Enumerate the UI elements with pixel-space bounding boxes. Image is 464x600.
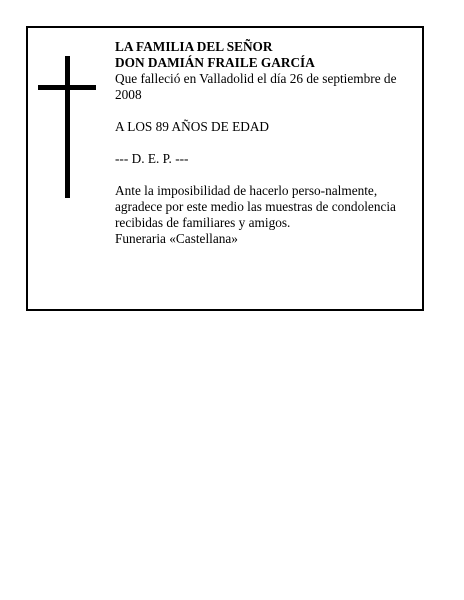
rip-line: --- D. E. P. --- [115, 151, 189, 166]
thanks-message: Ante la imposibilidad de hacerlo perso-nalmente, agradece por este medio las muestras de condolencia recibidas de familiares y amigos. [115, 183, 396, 230]
age-line: A LOS 89 AÑOS DE EDAD [115, 119, 270, 134]
spacer [115, 103, 415, 119]
heading-deceased-name: DON DAMIÁN FRAILE GARCÍA [115, 55, 315, 70]
spacer [115, 167, 415, 183]
cross-icon [38, 56, 96, 198]
obituary-notice [26, 26, 424, 311]
heading-family: LA FAMILIA DEL SEÑOR [115, 39, 273, 54]
cross-vertical-bar [65, 56, 70, 198]
funeral-home: Funeraria «Castellana» [115, 231, 238, 246]
notice-content [115, 39, 415, 247]
cross-horizontal-bar [38, 85, 96, 90]
spacer [115, 135, 415, 151]
death-info: Que falleció en Valladolid el día 26 de septiembre de 2008 [115, 71, 397, 102]
